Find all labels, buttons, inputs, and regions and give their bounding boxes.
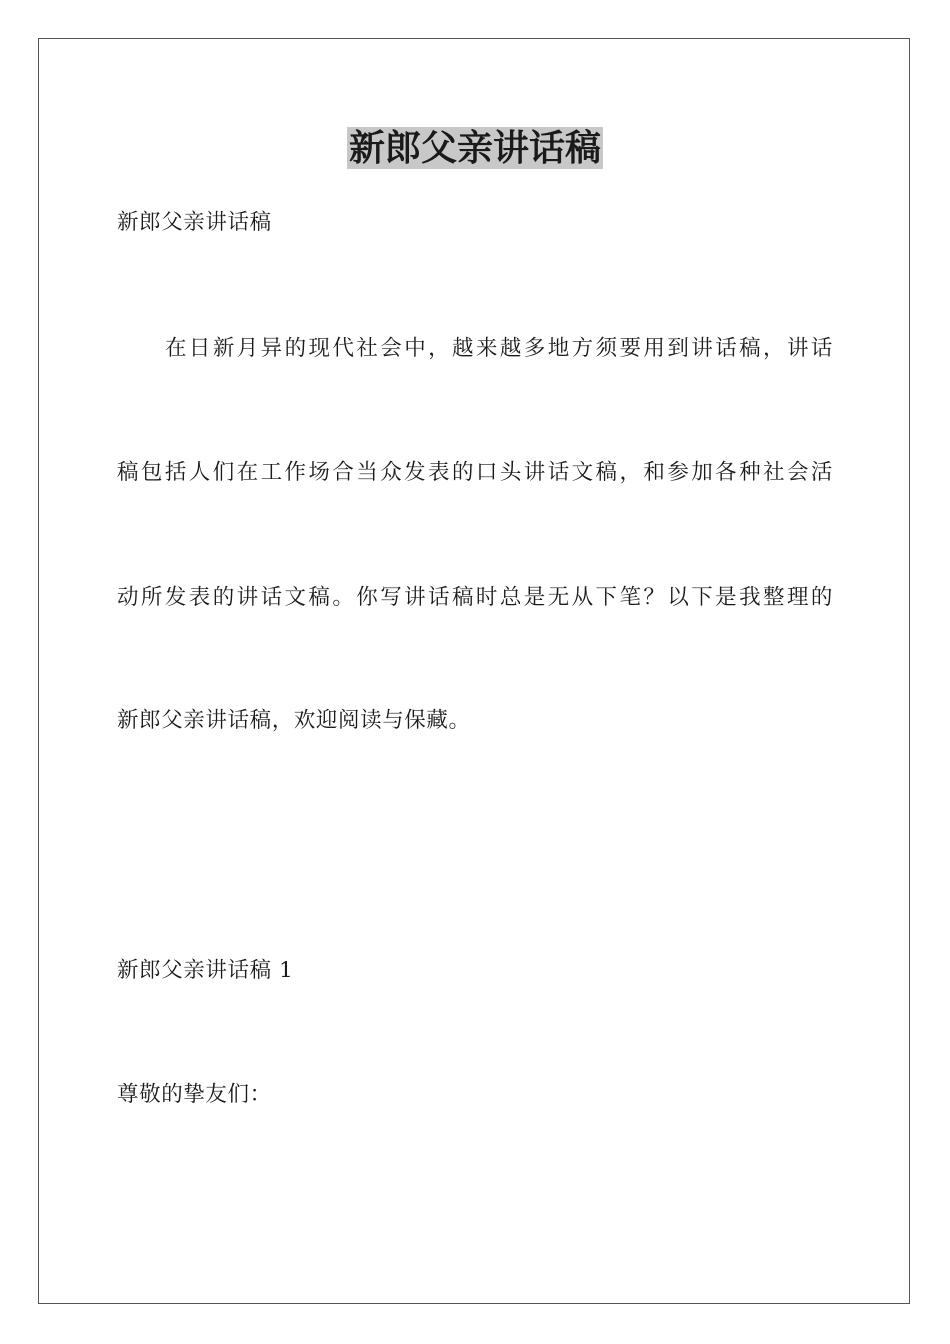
document-title [0, 124, 950, 172]
intro-line-3: 动所发表的讲话文稿。你写讲话稿时总是无从下笔？以下是我整理的 [117, 585, 833, 610]
section-heading: 新郎父亲讲话稿 1 [117, 958, 294, 983]
intro-line-1: 在日新月异的现代社会中，越来越多地方须要用到讲话稿，讲话 [165, 336, 833, 361]
document-title-text: 新郎父亲讲话稿 [348, 127, 601, 169]
greeting: 尊敬的挚友们： [117, 1082, 272, 1107]
intro-line-2: 稿包括人们在工作场合当众发表的口头讲话文稿，和参加各种社会活 [117, 460, 833, 485]
intro-line-4: 新郎父亲讲话稿，欢迎阅读与保藏。 [117, 708, 471, 733]
document-subtitle: 新郎父亲讲话稿 [117, 210, 272, 235]
